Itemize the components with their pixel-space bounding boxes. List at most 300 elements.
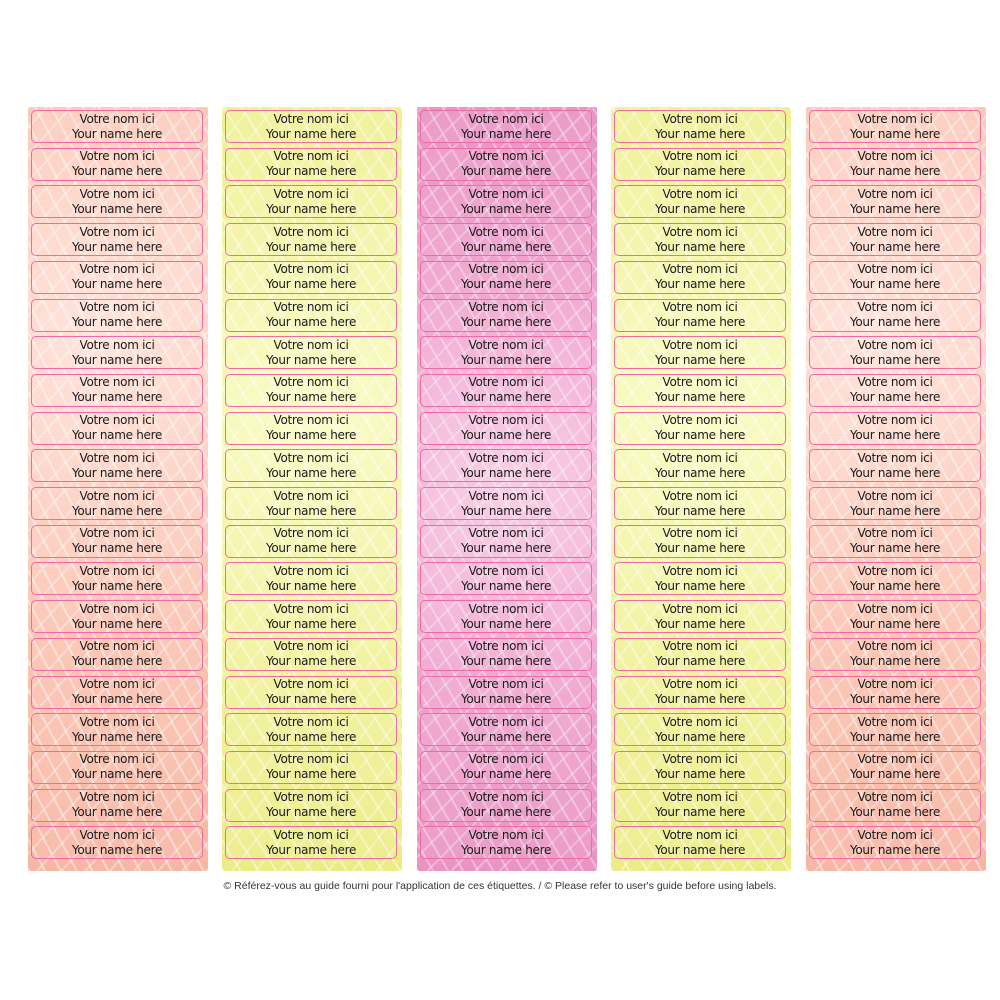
name-label bbox=[420, 110, 592, 143]
label-line-french: Votre nom ici bbox=[468, 186, 544, 201]
usage-notice: © Référez-vous au guide fourni pour l'application de ces étiquettes. / © Please refer to user's guide before using labels. bbox=[223, 880, 777, 892]
name-label bbox=[420, 261, 592, 294]
name-label bbox=[614, 148, 786, 181]
label-line-french: Votre nom ici bbox=[273, 488, 349, 503]
label-line-english: Your name here bbox=[265, 315, 357, 329]
label-line-english: Your name here bbox=[460, 428, 552, 443]
name-label bbox=[809, 487, 981, 520]
name-label bbox=[614, 789, 786, 822]
label-line-french: Votre nom ici bbox=[468, 450, 544, 465]
label-line-french: Votre nom ici bbox=[79, 714, 155, 729]
label-line-french: Votre nom ici bbox=[468, 752, 544, 767]
label-line-french: Votre nom ici bbox=[79, 375, 155, 390]
label-line-french: Votre nom ici bbox=[662, 526, 738, 541]
label-line-french: Votre nom ici bbox=[662, 601, 738, 616]
label-line-english: Your name here bbox=[849, 541, 941, 556]
label-line-french: Votre nom ici bbox=[857, 827, 933, 842]
label-line-english: Your name here bbox=[654, 692, 746, 706]
name-label bbox=[614, 261, 786, 294]
label-line-english: Your name here bbox=[71, 692, 163, 706]
label-line-french: Votre nom ici bbox=[79, 300, 155, 314]
name-label bbox=[225, 185, 397, 218]
label-line-english: Your name here bbox=[71, 767, 163, 782]
label-line-french: Votre nom ici bbox=[79, 526, 155, 541]
label-line-french: Votre nom ici bbox=[857, 149, 933, 164]
label-line-french: Votre nom ici bbox=[857, 300, 933, 314]
name-label bbox=[614, 449, 786, 482]
name-label bbox=[420, 638, 592, 671]
label-line-french: Votre nom ici bbox=[662, 186, 738, 201]
label-line-french: Votre nom ici bbox=[857, 337, 933, 352]
label-line-french: Votre nom ici bbox=[273, 790, 349, 805]
label-line-french: Votre nom ici bbox=[857, 677, 933, 691]
label-line-english: Your name here bbox=[71, 428, 163, 443]
label-line-french: Votre nom ici bbox=[79, 563, 155, 578]
name-label bbox=[225, 600, 397, 633]
label-line-english: Your name here bbox=[265, 654, 357, 669]
label-line-english: Your name here bbox=[265, 126, 357, 141]
label-line-french: Votre nom ici bbox=[857, 752, 933, 767]
name-label bbox=[614, 336, 786, 369]
name-label bbox=[225, 261, 397, 294]
name-label bbox=[809, 600, 981, 633]
label-line-english: Your name here bbox=[460, 164, 552, 179]
name-label bbox=[420, 600, 592, 633]
name-label bbox=[809, 713, 981, 746]
label-line-french: Votre nom ici bbox=[857, 526, 933, 541]
name-label bbox=[809, 525, 981, 558]
label-line-english: Your name here bbox=[71, 729, 163, 744]
name-label bbox=[31, 826, 203, 859]
name-label bbox=[31, 185, 203, 218]
name-label bbox=[614, 185, 786, 218]
name-label bbox=[614, 562, 786, 595]
label-line-french: Votre nom ici bbox=[273, 526, 349, 541]
label-line-french: Votre nom ici bbox=[79, 827, 155, 842]
label-line-english: Your name here bbox=[849, 239, 941, 254]
label-line-french: Votre nom ici bbox=[662, 450, 738, 465]
label-line-french: Votre nom ici bbox=[79, 450, 155, 465]
name-label bbox=[420, 751, 592, 784]
name-label bbox=[31, 110, 203, 143]
label-line-french: Votre nom ici bbox=[662, 375, 738, 390]
label-line-english: Your name here bbox=[460, 541, 552, 556]
label-line-french: Votre nom ici bbox=[273, 111, 349, 126]
name-label bbox=[809, 336, 981, 369]
label-line-english: Your name here bbox=[460, 503, 552, 518]
label-line-french: Votre nom ici bbox=[273, 149, 349, 164]
label-line-english: Your name here bbox=[654, 352, 746, 367]
name-label bbox=[809, 110, 981, 143]
name-label bbox=[225, 336, 397, 369]
label-line-french: Votre nom ici bbox=[468, 337, 544, 352]
label-line-english: Your name here bbox=[849, 352, 941, 367]
label-line-english: Your name here bbox=[849, 654, 941, 669]
name-label bbox=[31, 374, 203, 407]
label-line-english: Your name here bbox=[71, 578, 163, 593]
label-line-french: Votre nom ici bbox=[273, 714, 349, 729]
name-label bbox=[614, 600, 786, 633]
label-line-french: Votre nom ici bbox=[79, 224, 155, 239]
label-line-french: Votre nom ici bbox=[857, 375, 933, 390]
name-label bbox=[225, 789, 397, 822]
name-label bbox=[31, 148, 203, 181]
name-label bbox=[420, 525, 592, 558]
name-label bbox=[420, 223, 592, 256]
label-line-french: Votre nom ici bbox=[468, 224, 544, 239]
label-line-french: Votre nom ici bbox=[79, 186, 155, 201]
label-line-french: Votre nom ici bbox=[273, 752, 349, 767]
name-label bbox=[225, 638, 397, 671]
label-line-french: Votre nom ici bbox=[273, 375, 349, 390]
name-label bbox=[809, 751, 981, 784]
name-label bbox=[614, 412, 786, 445]
name-label bbox=[420, 676, 592, 709]
name-label bbox=[420, 449, 592, 482]
label-line-english: Your name here bbox=[654, 239, 746, 254]
label-line-french: Votre nom ici bbox=[273, 413, 349, 428]
label-line-english: Your name here bbox=[265, 277, 357, 292]
label-line-french: Votre nom ici bbox=[662, 677, 738, 691]
label-line-english: Your name here bbox=[654, 428, 746, 443]
label-line-french: Votre nom ici bbox=[662, 300, 738, 314]
name-label bbox=[809, 412, 981, 445]
label-line-french: Votre nom ici bbox=[468, 827, 544, 842]
name-label bbox=[420, 562, 592, 595]
label-line-french: Votre nom ici bbox=[79, 752, 155, 767]
name-label bbox=[31, 600, 203, 633]
name-label bbox=[614, 299, 786, 332]
label-line-english: Your name here bbox=[460, 277, 552, 292]
label-line-english: Your name here bbox=[265, 503, 357, 518]
label-line-french: Votre nom ici bbox=[662, 827, 738, 842]
label-line-english: Your name here bbox=[71, 201, 163, 216]
label-line-english: Your name here bbox=[71, 541, 163, 556]
label-line-french: Votre nom ici bbox=[468, 601, 544, 616]
label-line-french: Votre nom ici bbox=[79, 149, 155, 164]
label-line-english: Your name here bbox=[460, 465, 552, 480]
label-line-french: Votre nom ici bbox=[79, 262, 155, 277]
name-label bbox=[614, 638, 786, 671]
name-label bbox=[809, 562, 981, 595]
label-line-english: Your name here bbox=[849, 767, 941, 782]
label-line-french: Votre nom ici bbox=[468, 149, 544, 164]
name-label bbox=[31, 751, 203, 784]
name-label bbox=[420, 713, 592, 746]
name-label bbox=[31, 223, 203, 256]
label-line-french: Votre nom ici bbox=[273, 262, 349, 277]
label-line-french: Votre nom ici bbox=[662, 111, 738, 126]
label-line-french: Votre nom ici bbox=[857, 714, 933, 729]
label-line-english: Your name here bbox=[265, 692, 357, 706]
label-line-english: Your name here bbox=[265, 428, 357, 443]
name-label bbox=[420, 336, 592, 369]
label-line-english: Your name here bbox=[849, 164, 941, 179]
name-label bbox=[31, 638, 203, 671]
label-line-english: Your name here bbox=[849, 805, 941, 820]
label-line-french: Votre nom ici bbox=[662, 488, 738, 503]
label-line-french: Votre nom ici bbox=[857, 563, 933, 578]
name-label bbox=[614, 487, 786, 520]
name-label bbox=[614, 676, 786, 709]
label-line-english: Your name here bbox=[849, 616, 941, 631]
label-line-english: Your name here bbox=[849, 729, 941, 744]
label-line-english: Your name here bbox=[71, 315, 163, 329]
label-line-french: Votre nom ici bbox=[857, 186, 933, 201]
label-line-french: Votre nom ici bbox=[857, 450, 933, 465]
label-line-english: Your name here bbox=[460, 767, 552, 782]
label-line-french: Votre nom ici bbox=[79, 111, 155, 126]
label-line-french: Votre nom ici bbox=[79, 790, 155, 805]
label-line-english: Your name here bbox=[71, 126, 163, 141]
name-label bbox=[225, 374, 397, 407]
label-line-english: Your name here bbox=[460, 352, 552, 367]
label-line-english: Your name here bbox=[849, 578, 941, 593]
name-label bbox=[225, 713, 397, 746]
label-line-french: Votre nom ici bbox=[273, 827, 349, 842]
label-line-french: Votre nom ici bbox=[79, 337, 155, 352]
label-line-french: Votre nom ici bbox=[857, 111, 933, 126]
name-label bbox=[614, 110, 786, 143]
label-line-french: Votre nom ici bbox=[662, 413, 738, 428]
label-line-english: Your name here bbox=[460, 315, 552, 329]
name-label bbox=[31, 299, 203, 332]
name-label bbox=[420, 487, 592, 520]
label-line-french: Votre nom ici bbox=[662, 224, 738, 239]
name-label bbox=[614, 751, 786, 784]
name-label bbox=[31, 562, 203, 595]
name-label bbox=[31, 487, 203, 520]
label-line-english: Your name here bbox=[654, 465, 746, 480]
label-line-english: Your name here bbox=[265, 805, 357, 820]
label-line-english: Your name here bbox=[265, 164, 357, 179]
label-line-french: Votre nom ici bbox=[79, 488, 155, 503]
name-label bbox=[31, 789, 203, 822]
label-line-english: Your name here bbox=[654, 315, 746, 329]
name-label bbox=[31, 336, 203, 369]
label-line-english: Your name here bbox=[654, 503, 746, 518]
label-line-french: Votre nom ici bbox=[468, 111, 544, 126]
label-line-french: Votre nom ici bbox=[468, 375, 544, 390]
label-line-english: Your name here bbox=[71, 654, 163, 669]
label-line-english: Your name here bbox=[460, 616, 552, 631]
label-line-french: Votre nom ici bbox=[273, 186, 349, 201]
label-line-english: Your name here bbox=[654, 541, 746, 556]
label-line-english: Your name here bbox=[849, 465, 941, 480]
name-label bbox=[31, 676, 203, 709]
label-line-english: Your name here bbox=[654, 390, 746, 405]
label-line-english: Your name here bbox=[460, 692, 552, 706]
name-label bbox=[420, 826, 592, 859]
label-line-english: Your name here bbox=[849, 503, 941, 518]
label-line-french: Votre nom ici bbox=[273, 337, 349, 352]
label-line-french: Votre nom ici bbox=[468, 714, 544, 729]
label-line-french: Votre nom ici bbox=[857, 790, 933, 805]
name-label bbox=[225, 223, 397, 256]
label-line-english: Your name here bbox=[654, 578, 746, 593]
label-line-french: Votre nom ici bbox=[662, 639, 738, 654]
label-line-english: Your name here bbox=[849, 201, 941, 216]
label-line-english: Your name here bbox=[71, 164, 163, 179]
label-line-english: Your name here bbox=[460, 842, 552, 857]
label-line-english: Your name here bbox=[265, 390, 357, 405]
label-line-english: Your name here bbox=[265, 842, 357, 857]
label-line-french: Votre nom ici bbox=[857, 488, 933, 503]
label-line-french: Votre nom ici bbox=[79, 639, 155, 654]
label-line-english: Your name here bbox=[265, 729, 357, 744]
name-label bbox=[225, 562, 397, 595]
label-line-english: Your name here bbox=[654, 654, 746, 669]
name-label bbox=[420, 299, 592, 332]
label-line-english: Your name here bbox=[460, 578, 552, 593]
name-label bbox=[809, 223, 981, 256]
label-line-french: Votre nom ici bbox=[857, 413, 933, 428]
label-line-french: Votre nom ici bbox=[662, 337, 738, 352]
label-line-french: Votre nom ici bbox=[468, 677, 544, 691]
label-line-english: Your name here bbox=[71, 352, 163, 367]
label-line-english: Your name here bbox=[849, 277, 941, 292]
label-line-french: Votre nom ici bbox=[468, 262, 544, 277]
label-line-english: Your name here bbox=[460, 390, 552, 405]
name-label bbox=[809, 185, 981, 218]
label-line-french: Votre nom ici bbox=[468, 300, 544, 314]
label-line-english: Your name here bbox=[265, 352, 357, 367]
label-line-english: Your name here bbox=[265, 465, 357, 480]
label-line-english: Your name here bbox=[654, 277, 746, 292]
name-label bbox=[225, 412, 397, 445]
label-strip-1 bbox=[28, 107, 208, 871]
label-line-french: Votre nom ici bbox=[662, 752, 738, 767]
label-line-english: Your name here bbox=[849, 692, 941, 706]
label-line-english: Your name here bbox=[654, 126, 746, 141]
label-line-english: Your name here bbox=[849, 842, 941, 857]
label-line-english: Your name here bbox=[654, 805, 746, 820]
label-line-french: Votre nom ici bbox=[273, 300, 349, 314]
label-strip-3 bbox=[417, 107, 597, 871]
label-line-english: Your name here bbox=[654, 842, 746, 857]
label-line-french: Votre nom ici bbox=[79, 413, 155, 428]
label-line-french: Votre nom ici bbox=[857, 262, 933, 277]
label-line-french: Votre nom ici bbox=[79, 601, 155, 616]
name-label bbox=[614, 223, 786, 256]
label-line-french: Votre nom ici bbox=[273, 563, 349, 578]
label-strip-5 bbox=[806, 107, 986, 871]
label-line-english: Your name here bbox=[460, 729, 552, 744]
label-line-french: Votre nom ici bbox=[273, 677, 349, 691]
label-line-english: Your name here bbox=[849, 390, 941, 405]
label-line-english: Your name here bbox=[654, 729, 746, 744]
label-line-french: Votre nom ici bbox=[273, 639, 349, 654]
label-line-english: Your name here bbox=[849, 315, 941, 329]
label-strip-4 bbox=[611, 107, 791, 871]
name-label bbox=[31, 713, 203, 746]
label-line-english: Your name here bbox=[654, 164, 746, 179]
name-label bbox=[225, 751, 397, 784]
name-label bbox=[31, 261, 203, 294]
name-label bbox=[420, 148, 592, 181]
name-label bbox=[225, 148, 397, 181]
label-line-english: Your name here bbox=[71, 390, 163, 405]
name-label bbox=[809, 261, 981, 294]
name-label bbox=[614, 713, 786, 746]
label-line-english: Your name here bbox=[849, 126, 941, 141]
name-label bbox=[225, 676, 397, 709]
label-line-french: Votre nom ici bbox=[857, 601, 933, 616]
label-line-english: Your name here bbox=[460, 805, 552, 820]
label-line-french: Votre nom ici bbox=[273, 450, 349, 465]
name-label bbox=[420, 789, 592, 822]
label-line-french: Votre nom ici bbox=[662, 790, 738, 805]
label-line-english: Your name here bbox=[71, 277, 163, 292]
label-line-english: Your name here bbox=[265, 616, 357, 631]
name-label bbox=[225, 826, 397, 859]
label-line-french: Votre nom ici bbox=[857, 224, 933, 239]
label-strip-2 bbox=[222, 107, 402, 871]
label-line-french: Votre nom ici bbox=[662, 262, 738, 277]
name-label bbox=[614, 525, 786, 558]
name-label bbox=[31, 449, 203, 482]
name-label bbox=[809, 826, 981, 859]
name-label bbox=[614, 826, 786, 859]
label-line-french: Votre nom ici bbox=[857, 639, 933, 654]
label-line-english: Your name here bbox=[71, 842, 163, 857]
label-line-english: Your name here bbox=[265, 239, 357, 254]
label-line-french: Votre nom ici bbox=[468, 563, 544, 578]
label-line-english: Your name here bbox=[460, 201, 552, 216]
label-line-french: Votre nom ici bbox=[468, 526, 544, 541]
label-line-english: Your name here bbox=[71, 239, 163, 254]
label-line-french: Votre nom ici bbox=[273, 601, 349, 616]
name-label bbox=[809, 449, 981, 482]
label-line-english: Your name here bbox=[265, 541, 357, 556]
name-label bbox=[809, 148, 981, 181]
name-label bbox=[225, 299, 397, 332]
name-label bbox=[614, 374, 786, 407]
label-line-english: Your name here bbox=[654, 767, 746, 782]
label-line-english: Your name here bbox=[71, 465, 163, 480]
name-label bbox=[809, 299, 981, 332]
name-label bbox=[420, 374, 592, 407]
name-label bbox=[225, 487, 397, 520]
label-line-french: Votre nom ici bbox=[273, 224, 349, 239]
label-line-english: Your name here bbox=[265, 767, 357, 782]
label-line-english: Your name here bbox=[71, 805, 163, 820]
name-label bbox=[420, 185, 592, 218]
name-label bbox=[225, 525, 397, 558]
label-line-french: Votre nom ici bbox=[468, 413, 544, 428]
name-label bbox=[225, 449, 397, 482]
name-label bbox=[225, 110, 397, 143]
label-line-english: Your name here bbox=[654, 616, 746, 631]
label-line-english: Your name here bbox=[460, 239, 552, 254]
label-line-english: Your name here bbox=[265, 201, 357, 216]
name-label bbox=[809, 638, 981, 671]
label-line-french: Votre nom ici bbox=[468, 639, 544, 654]
label-line-english: Your name here bbox=[265, 578, 357, 593]
label-line-french: Votre nom ici bbox=[468, 790, 544, 805]
label-line-english: Your name here bbox=[654, 201, 746, 216]
name-label bbox=[31, 412, 203, 445]
name-label bbox=[809, 374, 981, 407]
name-label bbox=[420, 412, 592, 445]
label-line-english: Your name here bbox=[71, 616, 163, 631]
label-line-english: Your name here bbox=[460, 654, 552, 669]
label-line-french: Votre nom ici bbox=[468, 488, 544, 503]
label-line-french: Votre nom ici bbox=[662, 714, 738, 729]
name-label bbox=[809, 789, 981, 822]
name-label bbox=[31, 525, 203, 558]
name-label bbox=[809, 676, 981, 709]
